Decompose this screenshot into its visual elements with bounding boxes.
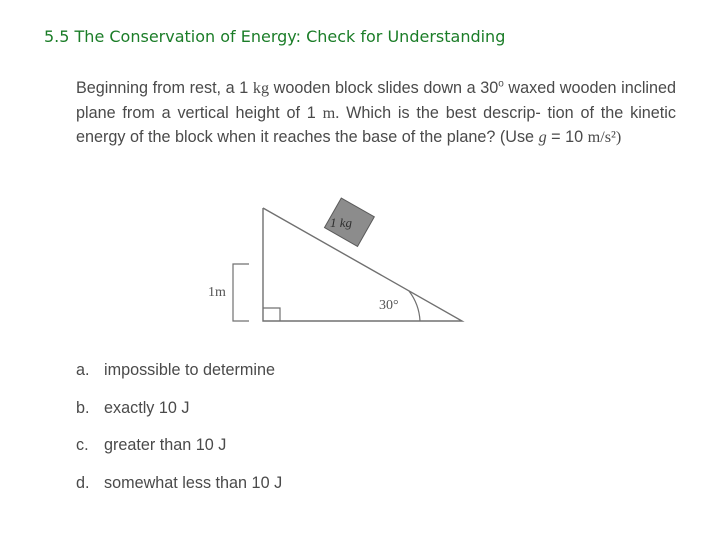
q-gravity-symbol: g bbox=[538, 128, 547, 146]
angle-label: 30° bbox=[379, 298, 399, 313]
answer-a[interactable] bbox=[76, 361, 282, 399]
q-line1-a: Beginning from rest, a 1 bbox=[76, 79, 249, 97]
answer-letter: a. bbox=[76, 361, 90, 379]
answer-text: somewhat less than 10 J bbox=[104, 473, 283, 492]
q-line2-a: inclined plane from a vertical height of 1 bbox=[76, 79, 677, 122]
height-label: 1m bbox=[208, 285, 226, 300]
answer-b[interactable] bbox=[76, 399, 282, 437]
q-degree-mark: o bbox=[498, 78, 504, 90]
answer-text: impossible to determine bbox=[104, 361, 275, 379]
q-line4-unit: m/s²) bbox=[587, 128, 622, 146]
answer-choices bbox=[76, 361, 282, 511]
q-line1-b: wooden block slides down a 30 bbox=[273, 79, 499, 97]
answer-letter: d. bbox=[76, 473, 90, 492]
q-line4-b: = 10 bbox=[551, 128, 584, 146]
height-bracket bbox=[233, 264, 249, 321]
q-line1-c: waxed wooden bbox=[508, 79, 617, 97]
q-line4-a: plane? (Use bbox=[446, 128, 535, 146]
q-line2-b: Which is the best descrip- bbox=[346, 103, 541, 122]
slide-title: 5.5 The Conservation of Energy: Check for Understanding bbox=[44, 27, 506, 46]
q-line1-unit: kg bbox=[252, 79, 270, 97]
answer-d[interactable] bbox=[76, 474, 282, 512]
answer-letter: c. bbox=[76, 436, 89, 454]
answer-c[interactable] bbox=[76, 436, 282, 474]
block-label: 1 kg bbox=[329, 215, 353, 230]
answer-text: greater than 10 J bbox=[104, 436, 227, 454]
answer-letter: b. bbox=[76, 398, 90, 417]
q-line3: tion of the kinetic energy of the block when it reaches the base of the bbox=[76, 103, 676, 146]
answer-text: exactly 10 J bbox=[104, 398, 190, 417]
right-angle-marker bbox=[263, 308, 280, 321]
q-line2-unit: m. bbox=[322, 103, 340, 122]
wooden-block bbox=[323, 197, 374, 246]
